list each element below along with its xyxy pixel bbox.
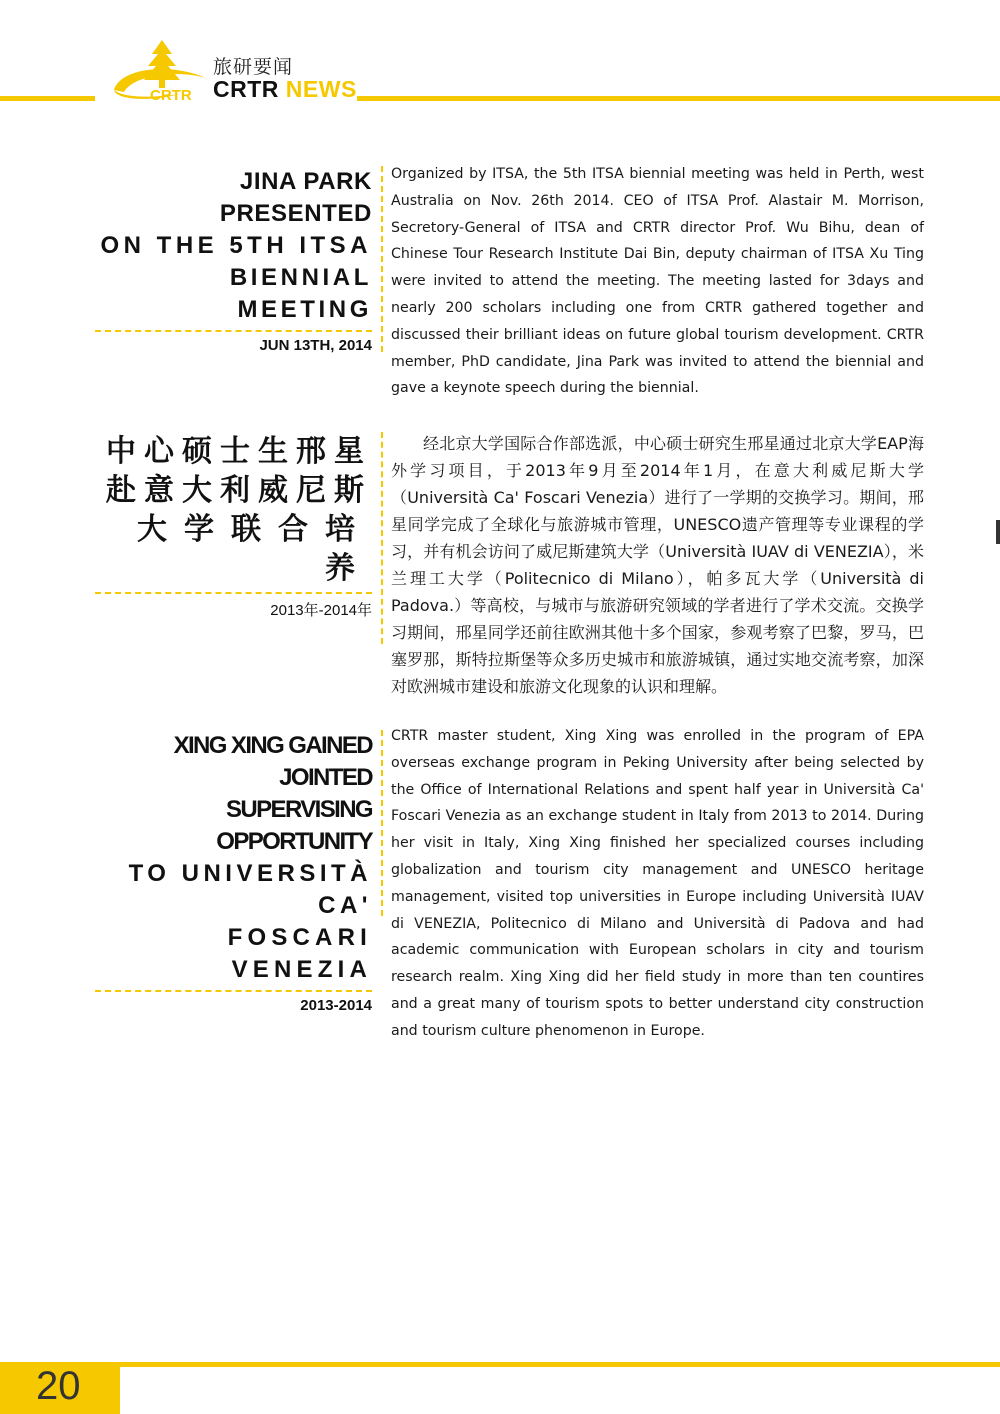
article-3-heading <box>95 730 372 1014</box>
header-rule-left <box>0 96 95 101</box>
crtr-logo <box>110 38 210 102</box>
article-1-vertical-rule <box>381 166 383 352</box>
article-3-title-line-3: TO UNIVERSITÀ CA' <box>128 860 372 919</box>
footer-rule <box>0 1362 1000 1367</box>
article-2-date: 2013年-2014年 <box>270 602 372 619</box>
article-2-heading <box>95 432 372 620</box>
article-3-title-line-2: SUPERVISING OPPORTUNITY <box>216 796 372 855</box>
section-title-en <box>213 76 357 103</box>
article-2-title-line-1: 中心硕士生邢星 <box>106 434 372 469</box>
article-1-heading <box>95 166 372 354</box>
article-1-date: JUN 13TH, 2014 <box>259 337 372 354</box>
article-1-title-line-1: JINA PARK PRESENTED <box>219 168 372 227</box>
article-2-vertical-rule <box>381 432 383 644</box>
article-2-divider <box>95 592 372 594</box>
article-3-text: CRTR master student, Xing Xing was enrolled in the program of EPA overseas exchange program in Peking University after being selected by the Office of International Relations and spent half year in Università Ca' Foscari Venezia as an exchange student in Italy from 2013 to 2014. During her visit in Italy, Xing Xing finished her specialized courses including globalization and tourism city management and UNESCO heritage management, visited top universities in Europe including Università IUAV di VENEZIA, Politecnico di Milano and Università di Padova and had academic communication with European scholars in city and tourism research realm. Xing Xing did her field study in more than ten countires and a great many of tourism spots to better understand city construction and tourism culture phenomenon in Europe. <box>391 728 924 1039</box>
article-1-title-line-2: ON THE 5TH ITSA <box>100 232 372 259</box>
article-3-body <box>391 723 924 1045</box>
article-1-body <box>391 161 924 402</box>
article-3-date: 2013-2014 <box>300 997 372 1014</box>
article-1-title-line-3: BIENNIAL MEETING <box>229 264 372 323</box>
article-3-divider <box>95 990 372 992</box>
article-3-title-line-4: FOSCARI VENEZIA <box>227 924 372 983</box>
article-2-body <box>391 430 924 700</box>
page-number: 20 <box>36 1364 81 1408</box>
header-rule-right <box>357 96 1000 101</box>
article-1-text: Organized by ITSA, the 5th ITSA biennial meeting was held in Perth, west Australia on Nov. 26th 2014. CEO of ITSA Prof. Alastair M. Morrison, Secretory-General of ITSA and CRTR director Prof. Wu Bihu, dean of Chinese Tour Research Institute Dai Bin, deputy chairman of ITSA Xu Ting were invited to attend the meeting. The meeting lasted for 3days and nearly 200 scholars including one from CRTR gathered together and discussed their brilliant ideas on future global tourism development. CRTR member, PhD candidate, Jina Park was invited to attend the biennial and gave a keynote speech during the biennial. <box>391 166 924 397</box>
article-2-title-line-2: 赴意大利威尼斯 <box>106 473 372 508</box>
section-title-en-a: CRTR <box>213 76 279 102</box>
page-edge-mark <box>996 520 1000 544</box>
article-3-vertical-rule <box>381 730 383 916</box>
section-title-en-b: NEWS <box>285 76 357 102</box>
logo-text: CRTR <box>150 87 192 102</box>
article-1-divider <box>95 330 372 332</box>
article-2-title-line-3: 大学联合培养 <box>137 512 372 586</box>
section-title-cn: 旅研要闻 <box>213 56 294 78</box>
article-2-text: 经北京大学国际合作部选派，中心硕士研究生邢星通过北京大学EAP海外学习项目，于2013年9月至2014年1月，在意大利威尼斯大学（Università Ca' Foscari Venezia）进行了一学期的交换学习。期间，邢星同学完成了全球化与旅游城市管理，UNESCO遗产管理等专业课程的学习，并有机会访问了威尼斯建筑大学（Università IUAV di VENEZIA），米兰理工大学（Politecnico di Milano），帕多瓦大学（Università di Padova.）等高校，与城市与旅游研究领域的学者进行了学术交流。交换学习期间，邢星同学还前往欧洲其他十多个国家，参观考察了巴黎，罗马，巴塞罗那，斯特拉斯堡等众多历史城市和旅游城镇，通过实地交流考察，加深对欧洲城市建设和旅游文化现象的认识和理解。 <box>391 434 924 696</box>
article-3-title-line-1: XING XING GAINED JOINTED <box>173 732 372 791</box>
